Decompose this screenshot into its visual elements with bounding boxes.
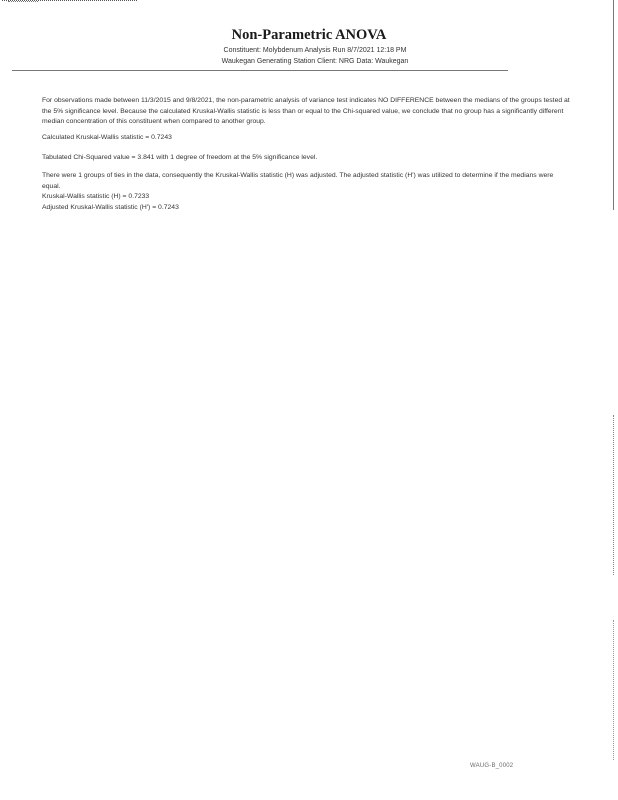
calculated-statistic: Calculated Kruskal-Wallis statistic = 0.7243 [42,134,172,141]
conclusion-paragraph: For observations made between 11/3/2015 and 9/8/2021, the non-parametric analysis of variance test indicates NO DIFFERENCE between the medians of the groups tested at the 5% significance level. Because the calculated Kruskal-Wallis statistic is less than or equal to the Chi-squared value, we conclude that no group has a significantly different median concentration of this constituent when compared to another group. [42,97,570,125]
scan-artifact-top-short [8,1,38,3]
ties-note: There were 1 groups of ties in the data, consequently the Kruskal-Wallis statistic (H) was adjusted. The adjusted statistic (H') was utilized to determine if the medians were equal. [42,172,554,190]
document-code: WAUG-B_0002 [470,763,514,769]
scan-edge-right-low [613,620,615,760]
tabulated-value: Tabulated Chi-Squared value = 3.841 with 1 degree of freedom at the 5% significance level. [42,154,318,161]
adjusted-statistic: Adjusted Kruskal-Wallis statistic (H') = 0.7243 [42,203,179,211]
report-meta-analysis: Constituent: Molybdenum Analysis Run 8/7/2021 12:18 PM [223,47,407,54]
kw-statistic: Kruskal-Wallis statistic (H) = 0.7233 [42,193,150,200]
ties-section [42,171,570,213]
header-divider [12,70,508,71]
report-meta-site: Waukegan Generating Station Client: NRG Data: Waukegan [221,58,409,65]
report-title: Non-Parametric ANOVA [231,27,387,43]
scan-edge-right-mid [613,415,615,575]
